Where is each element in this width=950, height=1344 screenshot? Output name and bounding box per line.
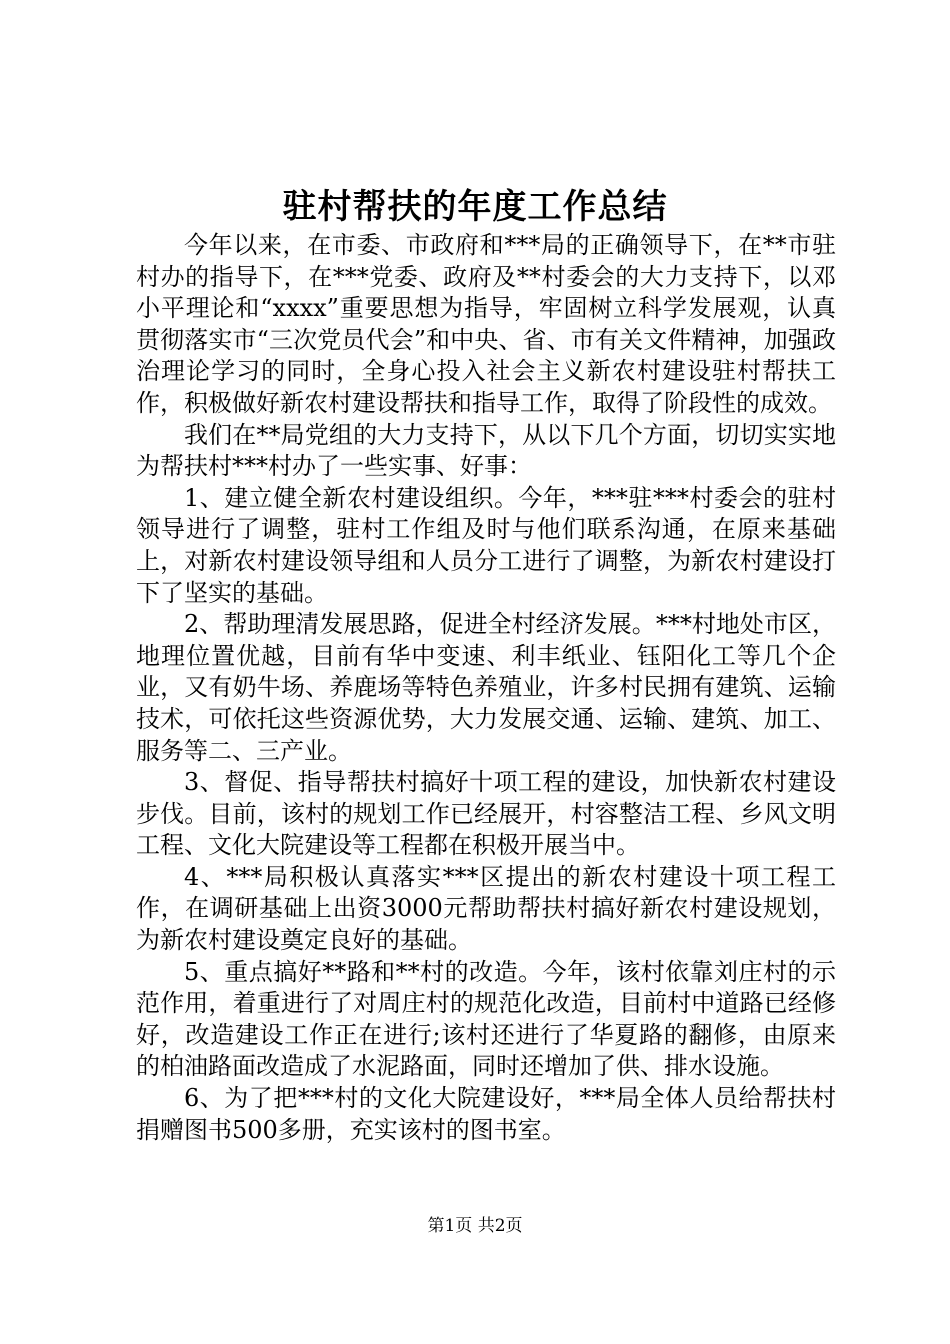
document-title: 驻村帮扶的年度工作总结 [282, 187, 668, 227]
paragraph-item-2: 2、帮助理清发展思路，促进全村经济发展。***村地处市区，地理位置优越，目前有华中变速、利丰纸业、钰阳化工等几个企业，又有奶牛场、养鹿场等特色养殖业，许多村民拥有建筑、运输技术，可依托这些资源优势，大力发展交通、运输、建筑、加工、服务等二、三产业。 [136, 610, 836, 765]
page-number-footer: 第1页 共2页 [427, 1216, 523, 1236]
paragraph-item-1: 1、建立健全新农村建设组织。今年，***驻***村委会的驻村领导进行了调整，驻村工作组及时与他们联系沟通，在原来基础上，对新农村建设领导组和人员分工进行了调整，为新农村建设打下了坚实的基础。 [136, 483, 836, 607]
paragraph-item-4: 4、***局积极认真落实***区提出的新农村建设十项工程工作，在调研基础上出资3000元帮助帮扶村搞好新农村建设规划，为新农村建设奠定良好的基础。 [136, 862, 836, 955]
paragraph-intro: 今年以来，在市委、市政府和***局的正确领导下，在**市驻村办的指导下，在***党委、政府及**村委会的大力支持下，以邓小平理论和“xxxx”重要思想为指导，牢固树立科学发展观，认真贯彻落实市“三次党员代会”和中央、省、市有关文件精神，加强政治理论学习的同时，全身心投入社会主义新农村建设驻村帮扶工作，积极做好新农村建设帮扶和指导工作，取得了阶段性的成效。 [136, 231, 836, 417]
paragraph-overview: 我们在**局党组的大力支持下，从以下几个方面，切切实实地为帮扶村***村办了一些实事、好事： [136, 420, 836, 481]
paragraph-item-6: 6、为了把***村的文化大院建设好，***局全体人员给帮扶村捐赠图书500多册，充实该村的图书室。 [136, 1084, 836, 1144]
document-body [136, 230, 836, 1146]
paragraph-item-5: 5、重点搞好**路和**村的改造。今年，该村依靠刘庄村的示范作用，着重进行了对周庄村的规范化改造，目前村中道路已经修好，改造建设工作正在进行;该村还进行了华夏路的翻修，由原来的柏油路面改造成了水泥路面，同时还增加了供、排水设施。 [136, 957, 836, 1081]
paragraph-item-3: 3、督促、指导帮扶村搞好十项工程的建设，加快新农村建设步伐。目前，该村的规划工作已经展开，村容整洁工程、乡风文明工程、文化大院建设等工程都在积极开展当中。 [136, 768, 836, 860]
